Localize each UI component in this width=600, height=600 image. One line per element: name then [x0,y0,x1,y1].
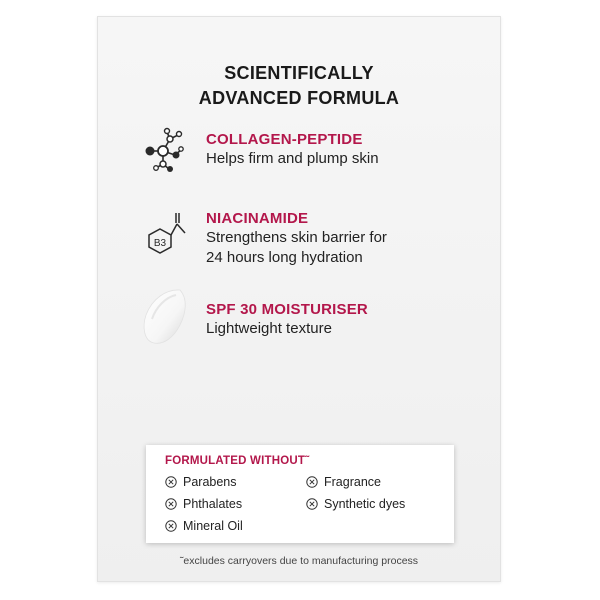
formula-card [97,16,501,582]
excluded-item-label: Phthalates [183,497,243,511]
formulated-without-title: FORMULATED WITHOUT˜ [165,455,310,467]
excluded-item-parabens [165,474,237,490]
x-circle-icon [165,520,177,532]
cream-swatch-icon [136,285,190,349]
excluded-item-label: Fragrance [324,475,381,489]
excluded-item-label: Mineral Oil [183,519,243,533]
feature-desc-spf: Lightweight texture [206,320,332,337]
molecule-icon [142,127,184,173]
headline-line-2: ADVANCED FORMULA [198,88,400,108]
formulated-without-box [146,445,454,543]
feature-title-spf: SPF 30 MOISTURISER [206,301,368,318]
svg-text:B3: B3 [153,238,167,249]
excluded-item-label: Parabens [183,475,237,489]
excluded-item-fragrance [306,474,381,490]
feature-desc-collagen: Helps firm and plump skin [206,150,379,167]
excluded-item-mineral-oil [165,518,243,534]
x-circle-icon [165,498,177,510]
feature-desc-niacinamide-line-2: 24 hours long hydration [206,249,363,266]
excluded-item-phthalates [165,496,242,512]
footnote: ˜excludes carryovers due to manufacturing process [179,555,419,567]
headline-line-1: SCIENTIFICALLY [224,63,374,83]
excluded-item-label: Synthetic dyes [324,497,406,511]
feature-title-collagen: COLLAGEN-PEPTIDE [206,131,363,148]
niacinamide-structure-icon [144,210,190,258]
feature-desc-niacinamide-line-1: Strengthens skin barrier for [206,229,387,246]
x-circle-icon [165,476,177,488]
feature-title-niacinamide: NIACINAMIDE [206,210,309,227]
x-circle-icon [306,476,318,488]
excluded-item-synthetic-dyes [306,496,405,512]
x-circle-icon [306,498,318,510]
